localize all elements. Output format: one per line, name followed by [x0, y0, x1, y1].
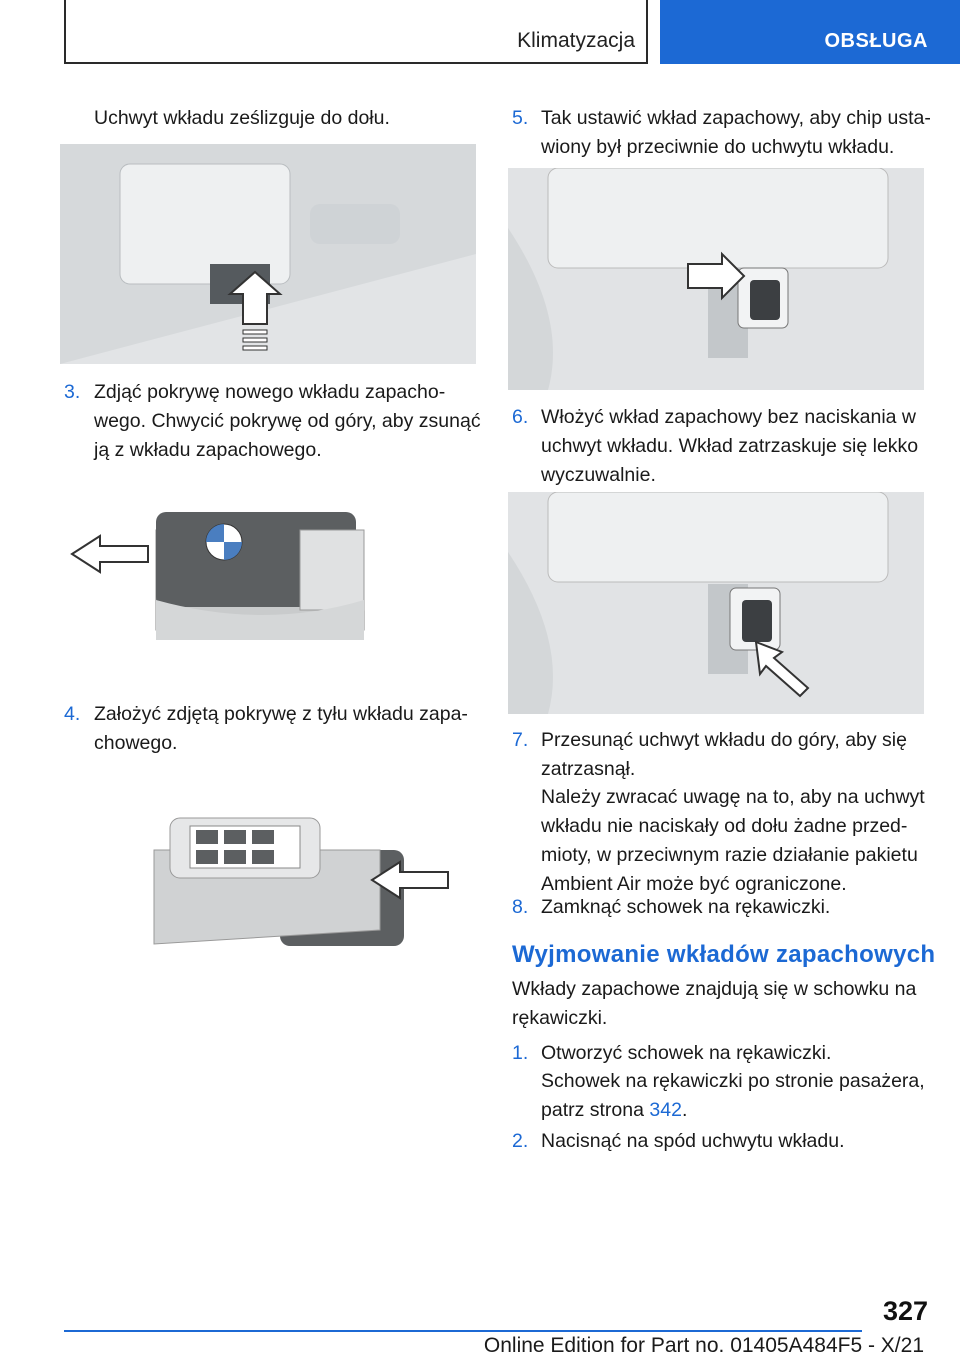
- note-line: [541, 1096, 925, 1125]
- step-number: 7.: [512, 729, 529, 751]
- note-text: patrz strona: [541, 1099, 650, 1121]
- step-text: [541, 403, 918, 490]
- step-text: [94, 700, 468, 758]
- note-line: wkładu nie naciskały od dołu żadne przed‐: [541, 815, 908, 837]
- illustration-remove-cover: [64, 490, 476, 660]
- step-text: Zamknąć schowek na rękawiczki.: [541, 896, 831, 918]
- footer-rule: [64, 1330, 862, 1332]
- note-line: mioty, w przeciwnym razie działanie pakietu: [541, 844, 918, 866]
- step-line: Włożyć wkład zapachowy bez naciskania w: [541, 406, 916, 428]
- page-reference-link[interactable]: 342: [649, 1099, 682, 1121]
- step-note: [541, 1067, 925, 1125]
- step-line: chowego.: [94, 732, 178, 754]
- step-number: 3.: [64, 381, 81, 403]
- step-number: 8.: [512, 896, 529, 918]
- photo-insert-cartridge: [508, 492, 924, 714]
- step-line: wego. Chwycić pokrywę od góry, aby zsunąć: [94, 410, 481, 432]
- photo-holder-slides-down: [60, 144, 476, 364]
- section-intro: [512, 975, 916, 1033]
- intro-line: Wkłady zapachowe znajdują się w schowku na: [512, 978, 917, 1000]
- note-line: Schowek na rękawiczki po stronie pasażera,: [541, 1070, 925, 1092]
- step-line: uchwyt wkładu. Wkład zatrzaskuje się lekko: [541, 435, 919, 457]
- step-text: [94, 378, 481, 465]
- step-line: ją z wkładu zapachowego.: [94, 439, 322, 461]
- section-title: Klimatyzacja: [517, 29, 635, 52]
- step-line: Tak ustawić wkład zapachowy, aby chip usta‐: [541, 107, 931, 129]
- footer-edition: Online Edition for Part no. 01405A484F5 - X/21: [483, 1334, 924, 1357]
- step-number: 1.: [512, 1042, 529, 1064]
- note-line: Ambient Air może być ograniczone.: [541, 873, 847, 895]
- step-line: Założyć zdjętą pokrywę z tyłu wkładu zapa‐: [94, 703, 468, 725]
- note-line: Należy zwracać uwagę na to, aby na uchwyt: [541, 786, 925, 808]
- step-line: zatrzasnął.: [541, 758, 636, 780]
- step-line: Zdjąć pokrywę nowego wkładu zapacho‐: [94, 381, 446, 403]
- section-heading: Wyjmowanie wkładów zapachowych: [512, 941, 936, 968]
- photo-align-chip: [508, 168, 924, 390]
- step-text: Nacisnąć na spód uchwytu wkładu.: [541, 1130, 845, 1152]
- step-line: wiony był przeciwnie do uchwytu wkładu.: [541, 136, 895, 158]
- step-number: 4.: [64, 703, 81, 725]
- note-text: .: [681, 1099, 688, 1121]
- illustration-attach-cover: [150, 810, 450, 950]
- intro-line: rękawiczki.: [512, 1007, 608, 1029]
- step-text: Otworzyć schowek na rękawiczki.: [541, 1042, 832, 1064]
- page-number: 327: [882, 1296, 928, 1326]
- intro-text: Uchwyt wkładu ześlizguje do dołu.: [94, 107, 390, 129]
- step-line: Przesunąć uchwyt wkładu do góry, aby się: [541, 729, 907, 751]
- step-text: [541, 104, 931, 162]
- chapter-tab[interactable]: OBSŁUGA: [660, 0, 960, 64]
- step-number: 6.: [512, 406, 529, 428]
- step-number: 5.: [512, 107, 529, 129]
- step-line: wyczuwalnie.: [541, 464, 656, 486]
- step-note: [541, 783, 925, 899]
- step-text: [541, 726, 907, 784]
- step-number: 2.: [512, 1130, 529, 1152]
